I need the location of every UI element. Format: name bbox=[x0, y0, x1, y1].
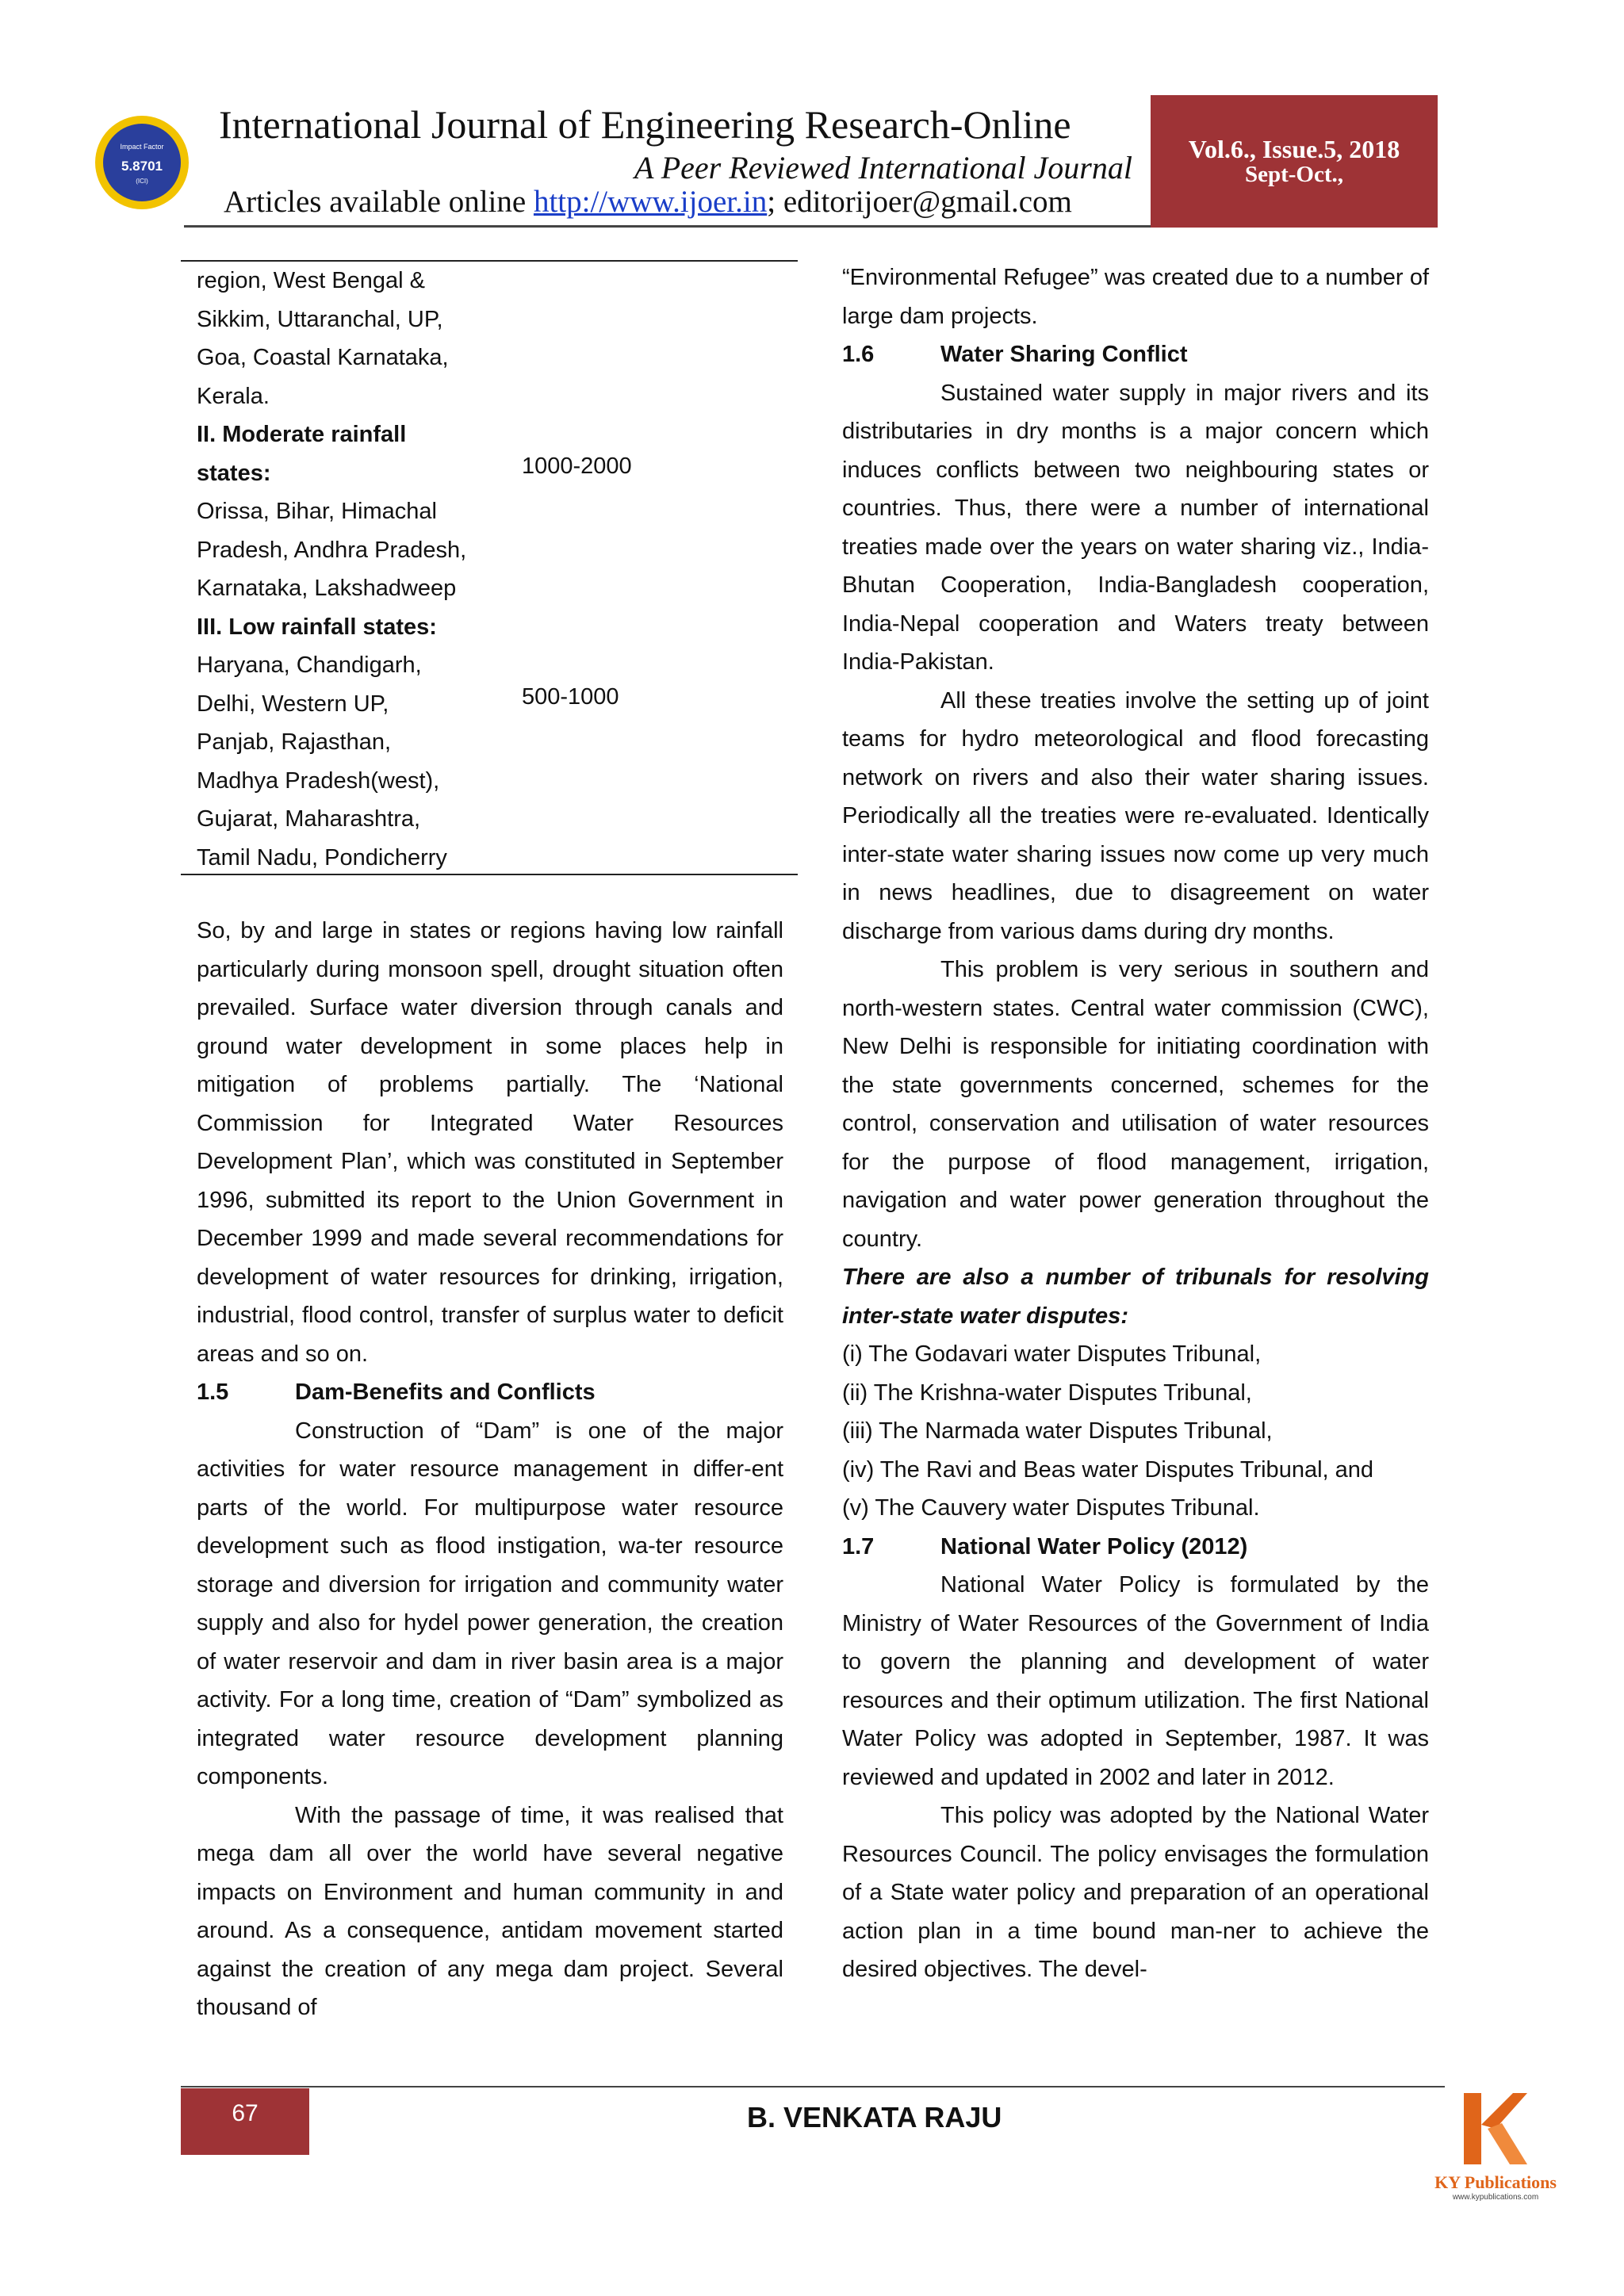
section-title: National Water Policy (2012) bbox=[940, 1533, 1248, 1559]
tribunal-item: (ii) The Krishna-water Disputes Tribunal, bbox=[842, 1380, 1252, 1406]
section-number: 1.5 bbox=[197, 1380, 229, 1405]
section-title: Dam-Benefits and Conflicts bbox=[295, 1380, 596, 1405]
table-line: Kerala. bbox=[197, 383, 270, 409]
publisher-url: www.kypublications.com bbox=[1452, 2193, 1539, 2202]
publisher-name: KY Publications bbox=[1434, 2172, 1557, 2192]
journal-url-link[interactable]: http://www.ijoer.in bbox=[533, 185, 768, 219]
paragraph: National Water Policy is formulated by the Ministry of Water Resources of the Government of India to govern the planning and development of water resources and their optimum utilization. The first National Water Policy was adopted in September, 1987. It was reviewed and updated in 2002 and later in 2012. bbox=[842, 1572, 1429, 1790]
journal-title: International Journal of Engineering Research-Online bbox=[219, 102, 1071, 147]
impact-factor-value: 5.8701 bbox=[121, 159, 163, 174]
tribunal-item: (iii) The Narmada water Disputes Tribunal, bbox=[842, 1418, 1273, 1444]
impact-factor-badge-inner bbox=[103, 124, 181, 201]
paragraph: So, by and large in states or regions having low rainfall particularly during monsoon spell, drought situation often prevailed. Surface water diversion through canals and ground water development in some places help in mitigation of problems partially. The ‘National Commission for Integrated Water Resources Development Plan’, which was constituted in September 1996, submitted its report to the Union Government in December 1999 and made several recommendations for development of water resources for drinking, irrigation, industrial, flood control, transfer of surplus water to deficit areas and so on. bbox=[197, 918, 783, 1367]
section-heading-1-7 bbox=[842, 1528, 1429, 1567]
section-heading-1-6 bbox=[842, 335, 1429, 374]
table-line: Panjab, Rajasthan, bbox=[197, 729, 392, 755]
table-category-heading: II. Moderate rainfall bbox=[197, 422, 407, 447]
moderate-rainfall-range: 1000-2000 bbox=[522, 453, 632, 479]
paragraph: This policy was adopted by the National Water Resources Council. The policy envisages the formulation of a State water policy and preparation of an operational action plan in a time bound man-ner to achieve the desired objectives. The devel- bbox=[842, 1803, 1429, 1982]
articles-line bbox=[224, 184, 1072, 220]
paragraph: “Environmental Refugee” was created due to a number of large dam projects. bbox=[842, 265, 1429, 329]
paragraph: Sustained water supply in major rivers and its distributaries in dry months is a major concern which induces conflicts between two neighbouring states or countries. Thus, there were a number of international treaties made over the years on water sharing viz., India-Bhutan Cooperation, India-Bangladesh cooperation, India-Nepal cooperation and Waters treaty between India-Pakistan. bbox=[842, 380, 1429, 675]
table-line: Sikkim, Uttaranchal, UP, bbox=[197, 306, 443, 332]
paragraph: All these treaties involve the setting up of joint teams for hydro meteorological and flood forecasting network on rivers and also their water sharing issues. Periodically all the treaties were re-evaluated. Identically inter-state water sharing issues now come up very much in news headlines, due to disagreement on water discharge from various dams during dry months. bbox=[842, 687, 1429, 944]
tribunal-item: (iv) The Ravi and Beas water Disputes Tribunal, and bbox=[842, 1456, 1374, 1483]
left-column bbox=[197, 912, 783, 2027]
low-rainfall-range: 500-1000 bbox=[522, 684, 619, 710]
table-line: Gujarat, Maharashtra, bbox=[197, 806, 421, 832]
table-category-heading: states: bbox=[197, 460, 271, 486]
table-bottom-rule bbox=[181, 874, 798, 875]
impact-factor-label: Impact Factor bbox=[120, 143, 164, 151]
volume-box bbox=[1151, 95, 1438, 228]
ky-publications-logo-icon bbox=[1464, 2093, 1527, 2164]
impact-factor-badge bbox=[95, 116, 189, 209]
footer-divider bbox=[181, 2086, 1445, 2087]
table-line: Delhi, Western UP, bbox=[197, 691, 389, 717]
issue-period: Sept-Oct., bbox=[1244, 162, 1344, 187]
table-line: Goa, Coastal Karnataka, bbox=[197, 345, 449, 370]
journal-subtitle: A Peer Reviewed International Journal bbox=[634, 150, 1132, 186]
right-column bbox=[842, 258, 1429, 1989]
section-number: 1.6 bbox=[842, 342, 875, 367]
paragraph: Construction of “Dam” is one of the major activities for water resource management in differ-ent parts of the world. For multipurpose water resource development such as flood instigation, wa-ter resource storage and diversion for irrigation and community water supply and also for hydel power generation, the creation of water reservoir and dam in river basin area is a major activity. For a long time, creation of “Dam” symbolized as integrated water resource development planning components. bbox=[197, 1418, 783, 1789]
table-line: Karnataka, Lakshadweep bbox=[197, 576, 457, 601]
tribunals-intro: There are also a number of tribunals for resolving inter-state water disputes: bbox=[842, 1265, 1429, 1329]
author-name: B. VENKATA RAJU bbox=[747, 2101, 1002, 2133]
header-divider bbox=[184, 225, 1151, 228]
tribunal-item: (v) The Cauvery water Disputes Tribunal. bbox=[842, 1495, 1260, 1521]
tribunal-item: (i) The Godavari water Disputes Tribunal, bbox=[842, 1341, 1262, 1367]
table-line: Tamil Nadu, Pondicherry bbox=[197, 844, 447, 871]
section-title: Water Sharing Conflict bbox=[940, 342, 1188, 367]
section-heading-1-5 bbox=[197, 1373, 783, 1412]
table-line: Haryana, Chandigarh, bbox=[197, 652, 422, 678]
section-number: 1.7 bbox=[842, 1533, 875, 1559]
page-number: 67 bbox=[181, 2088, 309, 2155]
paragraph: With the passage of time, it was realised that mega dam all over the world have several negative impacts on Environment and human community in and around. As a consequence, antidam movement started against the creation of any mega dam project. Several thousand of bbox=[197, 1802, 783, 2020]
articles-prefix: Articles available online bbox=[224, 185, 534, 219]
rainfall-table-regions bbox=[197, 262, 498, 877]
table-category-heading: III. Low rainfall states: bbox=[197, 614, 437, 640]
table-line: region, West Bengal & bbox=[197, 268, 426, 293]
journal-email: ; editorijoer@gmail.com bbox=[767, 185, 1072, 219]
impact-factor-source: (ICI) bbox=[136, 178, 148, 185]
table-line: Orissa, Bihar, Himachal bbox=[197, 499, 437, 524]
volume-issue: Vol.6., Issue.5, 2018 bbox=[1188, 135, 1400, 163]
paragraph: This problem is very serious in southern and north-western states. Central water commission (CWC), New Delhi is responsible for initiating coordination with the state governments concerned, schemes for the control, conservation and utilisation of water resources for the purpose of flood management, irrigation, navigation and water power generation throughout the country. bbox=[842, 957, 1429, 1252]
table-line: Pradesh, Andhra Pradesh, bbox=[197, 537, 467, 563]
table-line: Madhya Pradesh(west), bbox=[197, 767, 440, 794]
